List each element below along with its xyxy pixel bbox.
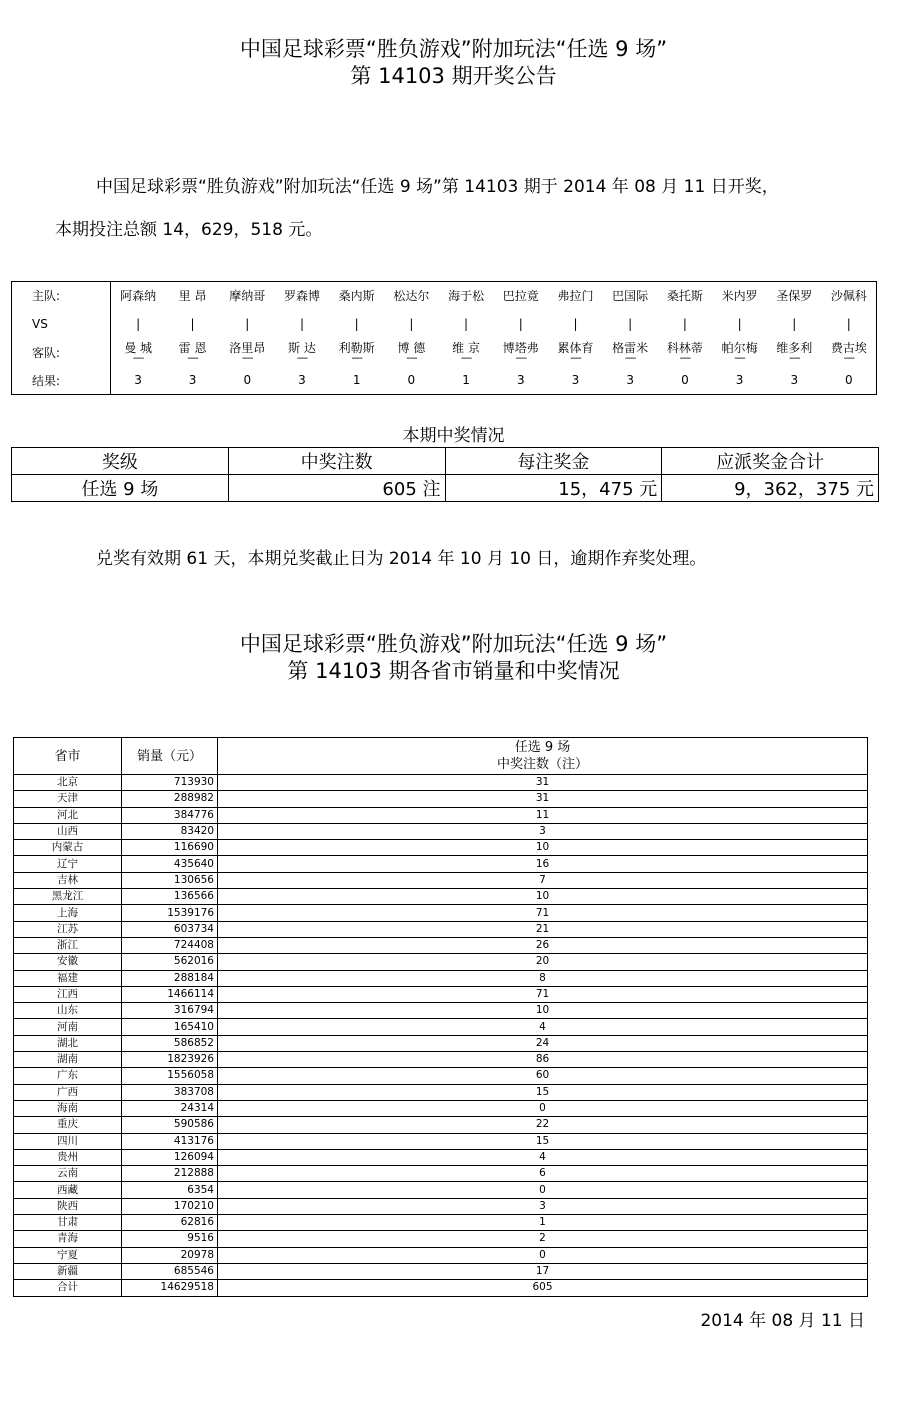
- winners-cell: 20: [218, 954, 868, 970]
- sales-cell: 435640: [122, 856, 218, 872]
- table-row: [14, 1198, 868, 1214]
- table-row: [14, 775, 868, 791]
- separator-dashes: ----: [570, 352, 581, 364]
- winners-cell: 60: [218, 1068, 868, 1084]
- winners-cell: 605: [218, 1280, 868, 1296]
- home-label: 主队:: [12, 282, 111, 310]
- winners-cell: 0: [218, 1100, 868, 1116]
- winners-cell: 2: [218, 1231, 868, 1247]
- province-cell: 上海: [14, 905, 122, 921]
- match-table: [11, 281, 877, 395]
- separator-dashes: ----: [460, 352, 472, 364]
- sales-cell: 130656: [122, 872, 218, 888]
- sales-cell: 24314: [122, 1100, 218, 1116]
- away-team-name: 格雷米: [612, 340, 649, 355]
- sales-cell: 562016: [122, 954, 218, 970]
- away-label: 客队:: [12, 338, 111, 366]
- sales-cell: 14629518: [122, 1280, 218, 1296]
- match-result: 3: [571, 373, 580, 388]
- home-team-row: [12, 282, 877, 310]
- home-team: 巴拉竟: [502, 289, 539, 304]
- winners-cell: 3: [218, 1198, 868, 1214]
- header-winners-line-2: 中奖注数（注）: [496, 757, 588, 772]
- away-team: [329, 338, 384, 366]
- sales-cell: 1466114: [122, 986, 218, 1002]
- vs-mark: |: [190, 316, 195, 331]
- winners-cell: 24: [218, 1035, 868, 1051]
- province-cell: 山西: [14, 823, 122, 839]
- province-cell: 吉林: [14, 872, 122, 888]
- province-cell: 山东: [14, 1003, 122, 1019]
- table-row: [14, 1280, 868, 1296]
- table-row: [14, 889, 868, 905]
- prize-header-row: [12, 448, 879, 475]
- table-row: [14, 807, 868, 823]
- sales-cell: 724408: [122, 937, 218, 953]
- separator-dashes: ----: [187, 352, 198, 364]
- province-cell: 河北: [14, 807, 122, 823]
- province-cell: 江苏: [14, 921, 122, 937]
- away-team: [603, 338, 658, 366]
- away-team-name: 科林蒂: [666, 340, 703, 355]
- match-result: 3: [516, 373, 525, 388]
- sales-cell: 9516: [122, 1231, 218, 1247]
- away-team-name: 曼 城: [124, 340, 153, 355]
- away-team-name: 斯 达: [288, 340, 316, 355]
- winners-cell: 22: [218, 1117, 868, 1133]
- province-cell: 辽宁: [14, 856, 122, 872]
- sales-cell: 413176: [122, 1133, 218, 1149]
- home-team: 松达尔: [393, 289, 430, 304]
- winners-cell: 10: [218, 840, 868, 856]
- home-team: 弗拉门: [557, 289, 594, 304]
- province-cell: 四川: [14, 1133, 122, 1149]
- sales-cell: 383708: [122, 1084, 218, 1100]
- home-team: 桑内斯: [338, 289, 375, 304]
- table-row: [14, 1100, 868, 1116]
- sales-title-line-1: 中国足球彩票“胜负游戏”附加玩法“任选 9 场”: [239, 632, 668, 656]
- province-cell: 河南: [14, 1019, 122, 1035]
- table-row: [14, 1182, 868, 1198]
- separator-dashes: ----: [242, 352, 253, 364]
- separator-dashes: ----: [296, 352, 308, 364]
- prize-total: 9，362，375 元: [662, 475, 879, 502]
- away-team: [658, 338, 713, 366]
- vs-row: [12, 310, 877, 338]
- winners-cell: 0: [218, 1182, 868, 1198]
- away-team: [220, 338, 275, 366]
- match-result: 3: [298, 373, 306, 388]
- province-cell: 安徽: [14, 954, 122, 970]
- announcement-title: [0, 36, 907, 90]
- table-row: [14, 1084, 868, 1100]
- province-cell: 海南: [14, 1100, 122, 1116]
- away-team-row: [12, 338, 877, 366]
- province-cell: 贵州: [14, 1149, 122, 1165]
- home-team: 巴国际: [612, 289, 649, 304]
- table-row: [14, 921, 868, 937]
- sales-header-row: [14, 738, 868, 775]
- separator-dashes: ----: [679, 352, 691, 364]
- away-team: [439, 338, 494, 366]
- home-team: 罗森博: [283, 289, 320, 304]
- province-cell: 黑龙江: [14, 889, 122, 905]
- table-row: [14, 1231, 868, 1247]
- home-team: 桑托斯: [666, 289, 703, 304]
- sales-cell: 20978: [122, 1247, 218, 1263]
- vs-mark: |: [846, 316, 851, 331]
- province-cell: 内蒙古: [14, 840, 122, 856]
- away-team-name: 维多利: [776, 340, 813, 355]
- province-cell: 重庆: [14, 1117, 122, 1133]
- winners-cell: 71: [218, 905, 868, 921]
- prize-header-total: 应派奖金合计: [662, 448, 879, 475]
- province-cell: 浙江: [14, 937, 122, 953]
- separator-dashes: ----: [132, 352, 144, 364]
- sales-cell: 126094: [122, 1149, 218, 1165]
- sales-cell: 1823926: [122, 1052, 218, 1068]
- home-team: 里 昂: [178, 289, 207, 304]
- away-team-name: 累体育: [557, 340, 594, 355]
- table-row: [14, 905, 868, 921]
- result-label: 结果:: [12, 366, 111, 394]
- winners-cell: 26: [218, 937, 868, 953]
- away-team: [384, 338, 439, 366]
- title-line-1: 中国足球彩票“胜负游戏”附加玩法“任选 9 场”: [239, 37, 668, 61]
- separator-dashes: ----: [406, 352, 417, 364]
- sales-cell: 136566: [122, 889, 218, 905]
- province-cell: 湖南: [14, 1052, 122, 1068]
- home-team: 沙佩科: [830, 289, 867, 304]
- header-sales: 销量（元）: [122, 738, 218, 775]
- sales-cell: 316794: [122, 1003, 218, 1019]
- away-team-name: 洛里昂: [229, 340, 266, 355]
- table-row: [14, 840, 868, 856]
- table-row: [14, 823, 868, 839]
- prize-header-level: 奖级: [12, 448, 229, 475]
- vs-mark: |: [354, 316, 359, 331]
- province-cell: 江西: [14, 986, 122, 1002]
- winners-cell: 6: [218, 1166, 868, 1182]
- header-province: 省市: [14, 738, 122, 775]
- vs-mark: |: [628, 316, 633, 331]
- header-winners-line-1: 任选 9 场: [514, 740, 571, 755]
- table-row: [14, 954, 868, 970]
- away-team: [822, 338, 877, 366]
- table-row: [14, 986, 868, 1002]
- vs-mark: |: [792, 316, 797, 331]
- table-row: [14, 872, 868, 888]
- home-team: 圣保罗: [776, 289, 813, 304]
- vs-mark: |: [737, 316, 742, 331]
- away-team-name: 利勒斯: [338, 340, 375, 355]
- prize-table: [11, 447, 879, 502]
- table-row: [14, 856, 868, 872]
- table-row: [14, 937, 868, 953]
- winners-cell: 7: [218, 872, 868, 888]
- sales-cell: 170210: [122, 1198, 218, 1214]
- header-winners: [218, 738, 868, 775]
- province-cell: 北京: [14, 775, 122, 791]
- footer-date: 2014 年 08 月 11 日: [700, 1311, 865, 1331]
- winners-cell: 11: [218, 807, 868, 823]
- winners-cell: 3: [218, 823, 868, 839]
- table-row: [14, 1149, 868, 1165]
- sales-cell: 62816: [122, 1215, 218, 1231]
- sales-cell: 288982: [122, 791, 218, 807]
- province-cell: 广东: [14, 1068, 122, 1084]
- province-cell: 湖北: [14, 1035, 122, 1051]
- separator-dashes: ----: [624, 352, 636, 364]
- sales-cell: 212888: [122, 1166, 218, 1182]
- table-row: [14, 1035, 868, 1051]
- winners-cell: 0: [218, 1247, 868, 1263]
- match-result: 0: [681, 373, 689, 388]
- prize-level: 任选 9 场: [12, 475, 229, 502]
- away-team-name: 费古埃: [830, 340, 867, 355]
- province-cell: 甘肃: [14, 1215, 122, 1231]
- prize-count: 605 注: [228, 475, 445, 502]
- away-team-name: 博塔弗: [502, 340, 539, 355]
- sales-cell: 586852: [122, 1035, 218, 1051]
- match-result: 3: [134, 373, 142, 388]
- vs-mark: |: [464, 316, 469, 331]
- vs-mark: |: [245, 316, 250, 331]
- sales-cell: 6354: [122, 1182, 218, 1198]
- match-result: 3: [790, 373, 799, 388]
- sales-cell: 1556058: [122, 1068, 218, 1084]
- away-team-name: 维 京: [452, 340, 480, 355]
- title-line-2: 第 14103 期开奖公告: [350, 64, 557, 88]
- winners-cell: 31: [218, 791, 868, 807]
- separator-dashes: ----: [843, 352, 855, 364]
- winners-cell: 21: [218, 921, 868, 937]
- winners-cell: 15: [218, 1084, 868, 1100]
- province-cell: 广西: [14, 1084, 122, 1100]
- match-result: 0: [845, 373, 853, 388]
- home-team: 阿森纳: [120, 289, 157, 304]
- away-team-name: 帕尔梅: [721, 340, 758, 355]
- vs-mark: |: [299, 316, 304, 331]
- result-row: [12, 366, 877, 394]
- sales-section-title: [0, 631, 907, 685]
- winners-cell: 4: [218, 1019, 868, 1035]
- intro-line-1: 中国足球彩票“胜负游戏”附加玩法“任选 9 场”第 14103 期于 2014 年 08 月 11 日开奖，: [96, 177, 779, 197]
- separator-dashes: ----: [351, 352, 362, 364]
- prize-header-count: 中奖注数: [228, 448, 445, 475]
- prize-row: [12, 475, 879, 502]
- vs-mark: |: [682, 316, 687, 331]
- table-row: [14, 1247, 868, 1263]
- province-cell: 青海: [14, 1231, 122, 1247]
- table-row: [14, 1117, 868, 1133]
- match-result: 1: [462, 373, 470, 388]
- vs-mark: |: [136, 316, 141, 331]
- separator-dashes: ----: [734, 352, 745, 364]
- away-team: [767, 338, 822, 366]
- away-team: [712, 338, 767, 366]
- away-team-name: 雷 恩: [178, 340, 207, 355]
- province-cell: 天津: [14, 791, 122, 807]
- sales-table: [13, 737, 868, 1297]
- vs-mark: |: [518, 316, 523, 331]
- separator-dashes: ----: [789, 352, 800, 364]
- winners-cell: 10: [218, 1003, 868, 1019]
- validity-notice: 兑奖有效期 61 天，本期兑奖截止日为 2014 年 10 月 10 日，逾期作弃奖处理。: [96, 549, 707, 569]
- away-team: [275, 338, 330, 366]
- table-row: [14, 1133, 868, 1149]
- province-cell: 合计: [14, 1280, 122, 1296]
- sales-cell: 288184: [122, 970, 218, 986]
- winners-cell: 8: [218, 970, 868, 986]
- table-row: [14, 970, 868, 986]
- table-row: [14, 1003, 868, 1019]
- sales-cell: 713930: [122, 775, 218, 791]
- table-row: [14, 1166, 868, 1182]
- intro-line-2: 本期投注总额 14，629，518 元。: [55, 220, 323, 240]
- table-row: [14, 1215, 868, 1231]
- home-team: 摩纳哥: [229, 289, 266, 304]
- table-row: [14, 1068, 868, 1084]
- match-result: 0: [407, 373, 416, 388]
- sales-cell: 116690: [122, 840, 218, 856]
- sales-cell: 165410: [122, 1019, 218, 1035]
- home-team: 海于松: [448, 289, 485, 304]
- vs-label: VS: [12, 310, 111, 338]
- sales-cell: 590586: [122, 1117, 218, 1133]
- sales-cell: 685546: [122, 1263, 218, 1279]
- winners-cell: 15: [218, 1133, 868, 1149]
- prize-per-bet: 15，475 元: [445, 475, 662, 502]
- winners-cell: 4: [218, 1149, 868, 1165]
- table-row: [14, 1052, 868, 1068]
- home-team: 米内罗: [721, 289, 758, 304]
- winners-cell: 31: [218, 775, 868, 791]
- table-row: [14, 1019, 868, 1035]
- winners-cell: 71: [218, 986, 868, 1002]
- vs-mark: |: [573, 316, 578, 331]
- match-result: 3: [188, 373, 197, 388]
- away-team: [111, 338, 166, 366]
- sales-cell: 603734: [122, 921, 218, 937]
- table-row: [14, 1263, 868, 1279]
- match-result: 1: [352, 373, 361, 388]
- table-row: [14, 791, 868, 807]
- province-cell: 西藏: [14, 1182, 122, 1198]
- sales-cell: 1539176: [122, 905, 218, 921]
- winners-cell: 16: [218, 856, 868, 872]
- sales-cell: 384776: [122, 807, 218, 823]
- winners-cell: 86: [218, 1052, 868, 1068]
- winners-cell: 1: [218, 1215, 868, 1231]
- province-cell: 新疆: [14, 1263, 122, 1279]
- away-team: [493, 338, 548, 366]
- prize-caption: 本期中奖情况: [402, 426, 505, 446]
- province-cell: 宁夏: [14, 1247, 122, 1263]
- prize-header-per-bet: 每注奖金: [445, 448, 662, 475]
- match-result: 3: [626, 373, 634, 388]
- away-team: [548, 338, 603, 366]
- province-cell: 陕西: [14, 1198, 122, 1214]
- winners-cell: 17: [218, 1263, 868, 1279]
- match-result: 0: [243, 373, 252, 388]
- sales-cell: 83420: [122, 823, 218, 839]
- province-cell: 云南: [14, 1166, 122, 1182]
- winners-cell: 10: [218, 889, 868, 905]
- away-team-name: 博 德: [397, 340, 426, 355]
- away-team: [165, 338, 220, 366]
- province-cell: 福建: [14, 970, 122, 986]
- sales-title-line-2: 第 14103 期各省市销量和中奖情况: [287, 659, 620, 683]
- separator-dashes: ----: [515, 352, 526, 364]
- match-result: 3: [735, 373, 744, 388]
- vs-mark: |: [409, 316, 414, 331]
